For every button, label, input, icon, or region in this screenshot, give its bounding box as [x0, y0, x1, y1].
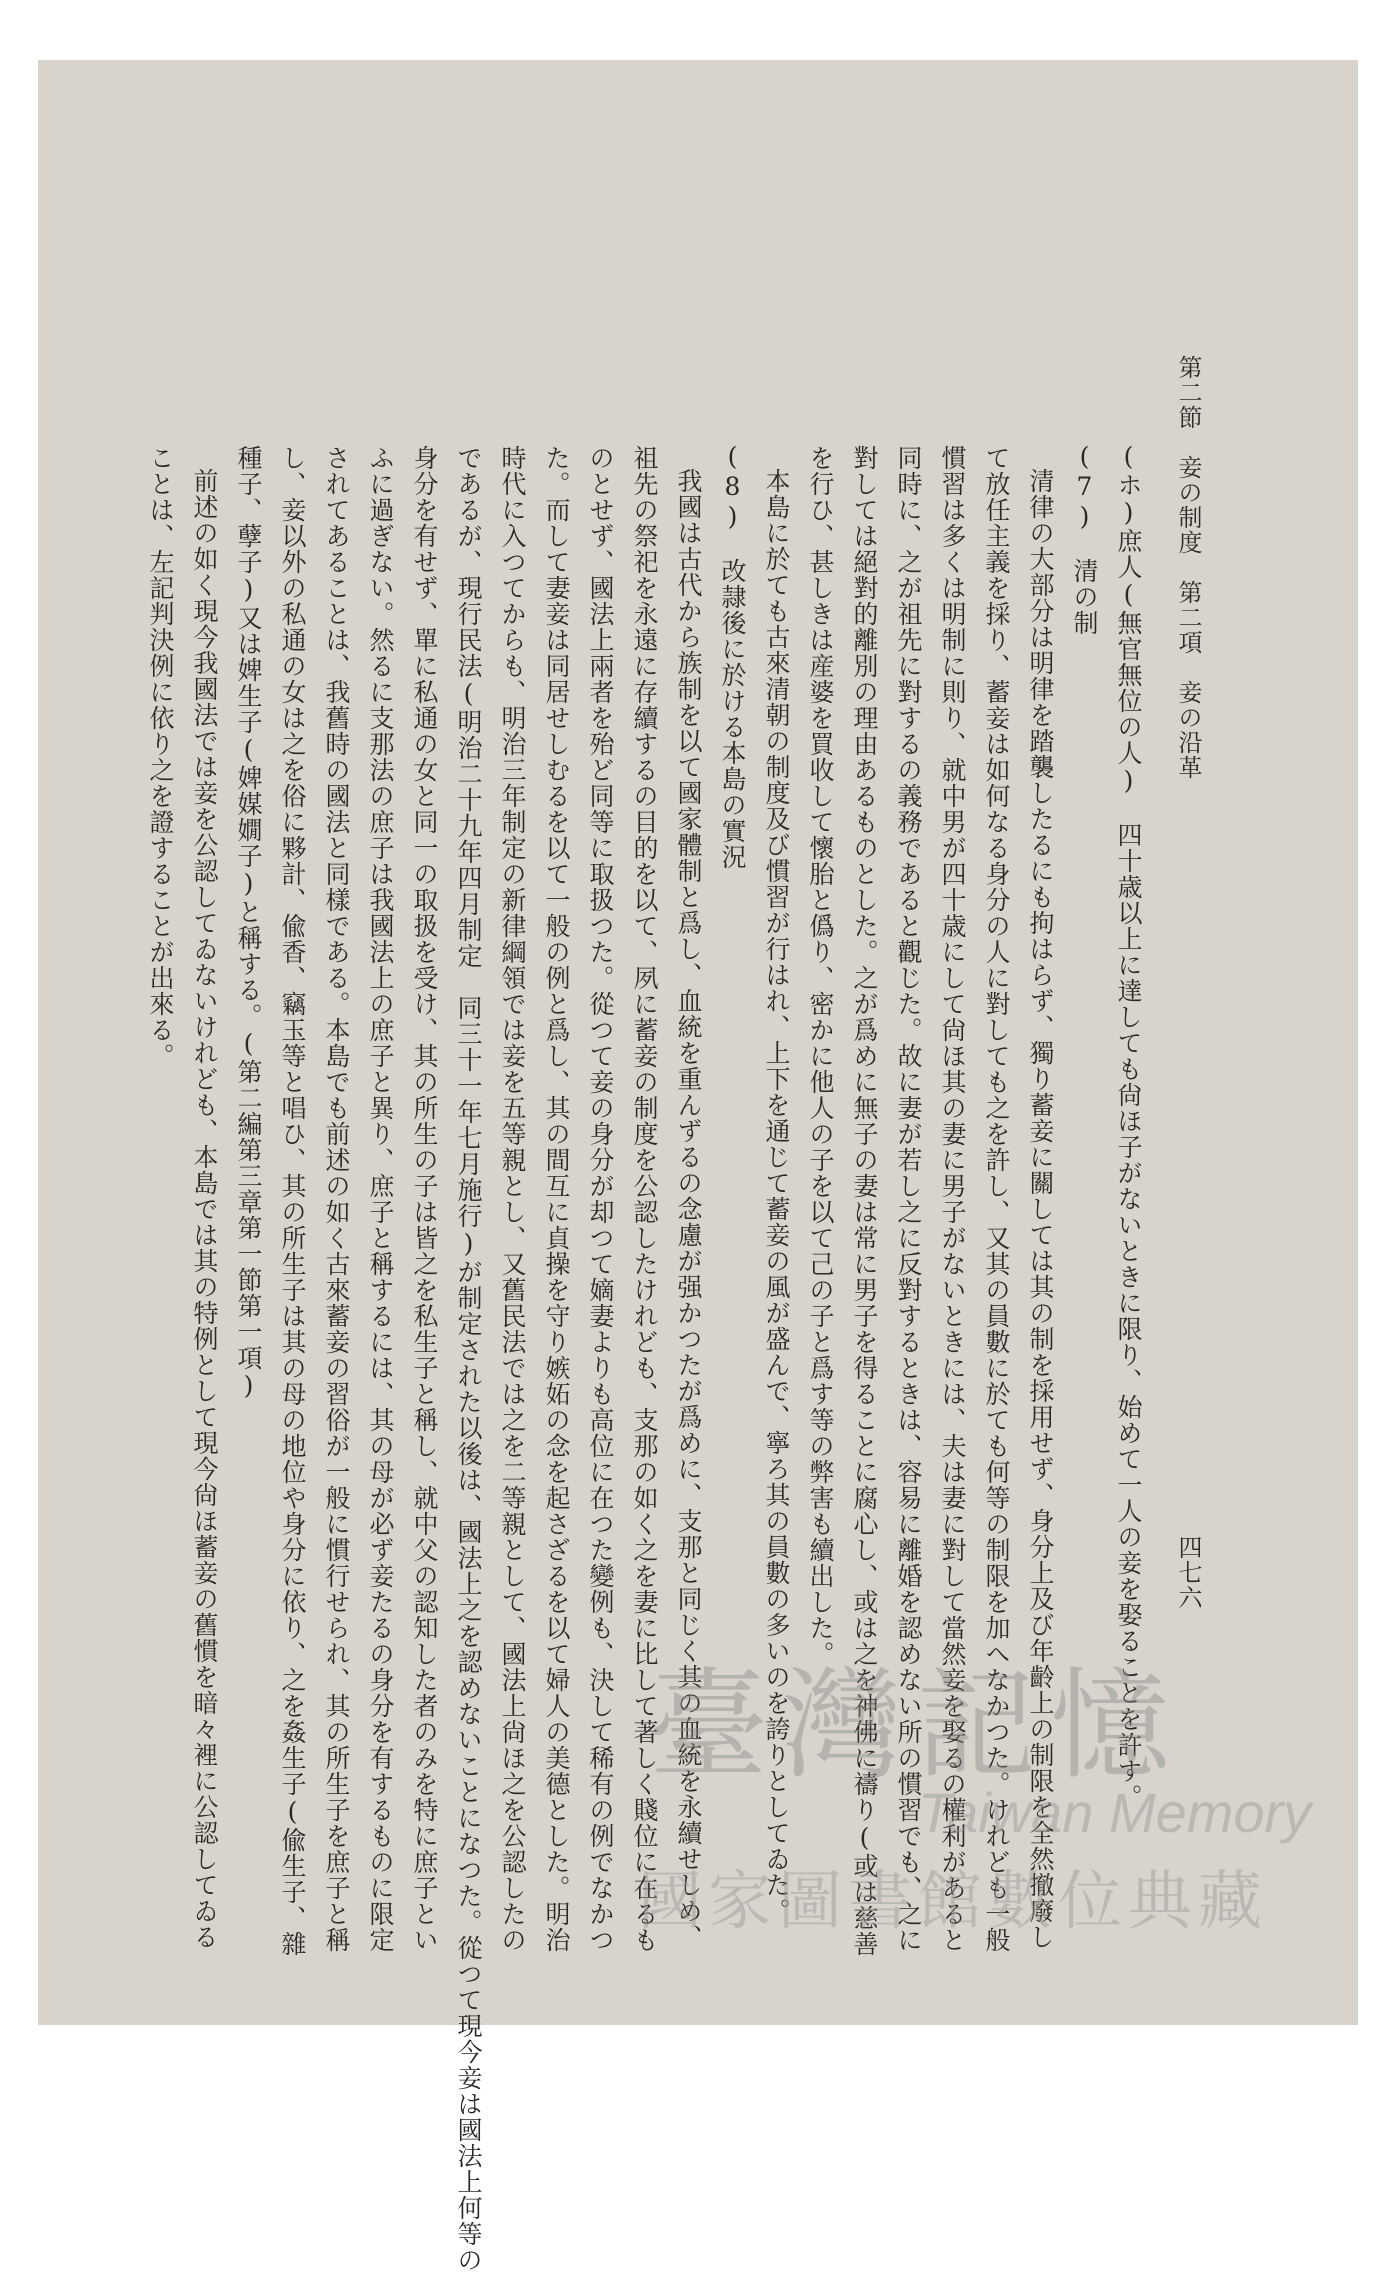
- text-column: た。而して妻妾は同居せしむるを以て一般の例と爲し、其の間互に貞操を守り嫉妬の念を起さざるを以て婦人の美德とした。明治: [542, 445, 571, 1953]
- book-page: [38, 60, 1358, 2273]
- section-heading: (7) 清の制: [1070, 442, 1099, 636]
- watermark-english: Taiwan Memory: [918, 1781, 1312, 1844]
- text-column: されてあることは、我舊時の國法と同樣である。本島でも前述の如く古來蓄妾の習俗が一般に慣行せられ、其の所生子を庶子と稱: [322, 445, 351, 1953]
- text-column: ふに過ぎない。然るに支那法の庶子は我國法上の庶子と異り、庶子と稱するには、其の母が必ず妾たるの身分を有するものに限定: [366, 445, 395, 1953]
- text-column: 清律の大部分は明律を踏襲したるにも拘はらず、獨り蓄妾に關しては其の制を採用せず、身分上及び年齡上の制限を全然撤廢し: [1026, 468, 1055, 1950]
- text-column: し、妾以外の私通の女は之を俗に夥計、偸香、竊玉等と唱ひ、其の所生子は其の母の地位や身分に依り、之を姦生子(偸生子、雜: [278, 445, 307, 1957]
- text-column: 種子、孽子)又は婢生子(婢媒嫺子)と稱する。(第二編第三章第一節第一項): [234, 445, 263, 1401]
- text-column: を行ひ、甚しきは産婆を買收して懷胎と僞り、密かに他人の子を以て己の子と爲す等の弊害も續出した。: [806, 445, 835, 1667]
- watermark-title: 臺灣記憶: [648, 1657, 1184, 1796]
- text-column: であるが、現行民法(明治二十九年四月制定 同三十一年七月施行)が制定された以後は、國法上之を認めないことになつた。從つて現今妾は國法上何等の: [454, 445, 483, 2273]
- text-column: (ホ)庶人(無官無位の人) 四十歳以上に達しても尙ほ子がないときに限り、始めて一人の妾を娶ることを許す。: [1114, 442, 1143, 1810]
- running-header: 第二節 妾の制度 第二項 妾の沿革: [1174, 355, 1202, 780]
- text-column: 對しては絕對的離別の理由あるものとした。之が爲めに無子の妻は常に男子を得ることに腐心し、或は之を神佛に禱り(或は慈善: [850, 445, 879, 1957]
- text-column: て放任主義を採り、蓄妾は如何なる身分の人に對しても之を許し、又其の員數に於ても何等の制限を加へなかつた。けれども一般: [982, 445, 1011, 1953]
- page-number: 四七六: [1174, 1535, 1202, 1610]
- text-column: 慣習は多くは明制に則り、就中男が四十歳にして尙ほ其の妻に男子がないときには、夫は妻に對して當然妾を娶るの權利があると: [938, 445, 967, 1953]
- text-column: 同時に、之が祖先に對するの義務であると觀じた。故に妻が若し之に反對するときは、容易に離婚を認めない所の慣習でも、之に: [894, 445, 923, 1953]
- watermark-subtitle: 國家圖書館數位典藏: [638, 1865, 1268, 1939]
- text-column: ことは、左記判決例に依り之を證することが出來る。: [146, 445, 175, 1069]
- text-column: 祖先の祭祀を永遠に存續するの目的を以て、夙に蓄妾の制度を公認したけれども、支那の如く之を妻に比して著しく賤位に在るも: [630, 445, 659, 1953]
- text-column: 我國は古代から族制を以て國家體制と爲し、血統を重んずるの念慮が强かつたが爲めに、支那と同じく其の血統を永續せしめ、: [674, 468, 703, 1950]
- text-column: 身分を有せず、單に私通の女と同一の取扱を受け、其の所生の子は皆之を私生子と稱し、就中父の認知した者のみを特に庶子とい: [410, 445, 439, 1953]
- text-column: のとせず、國法上兩者を殆ど同等に取扱つた。從つて妾の身分が却つて嫡妻よりも高位に在つた變例も、決して稀有の例でなかつ: [586, 445, 615, 1953]
- text-column: 本島に於ても古來清朝の制度及び慣習が行はれ、上下を通じて蓄妾の風が盛んで、寧ろ其の員數の多いのを誇りとしてゐた。: [762, 468, 791, 1924]
- section-heading: (8) 改隷後に於ける本島の實況: [718, 442, 747, 870]
- text-column: 前述の如く現今我國法では妾を公認してゐないけれども、本島では其の特例として現今尙ほ蓄妾の舊慣を暗々裡に公認してゐる: [190, 468, 219, 1950]
- text-column: 時代に入つてからも、明治三年制定の新律綱領では妾を五等親とし、又舊民法では之を二等親として、國法上尙ほ之を公認したの: [498, 445, 527, 1953]
